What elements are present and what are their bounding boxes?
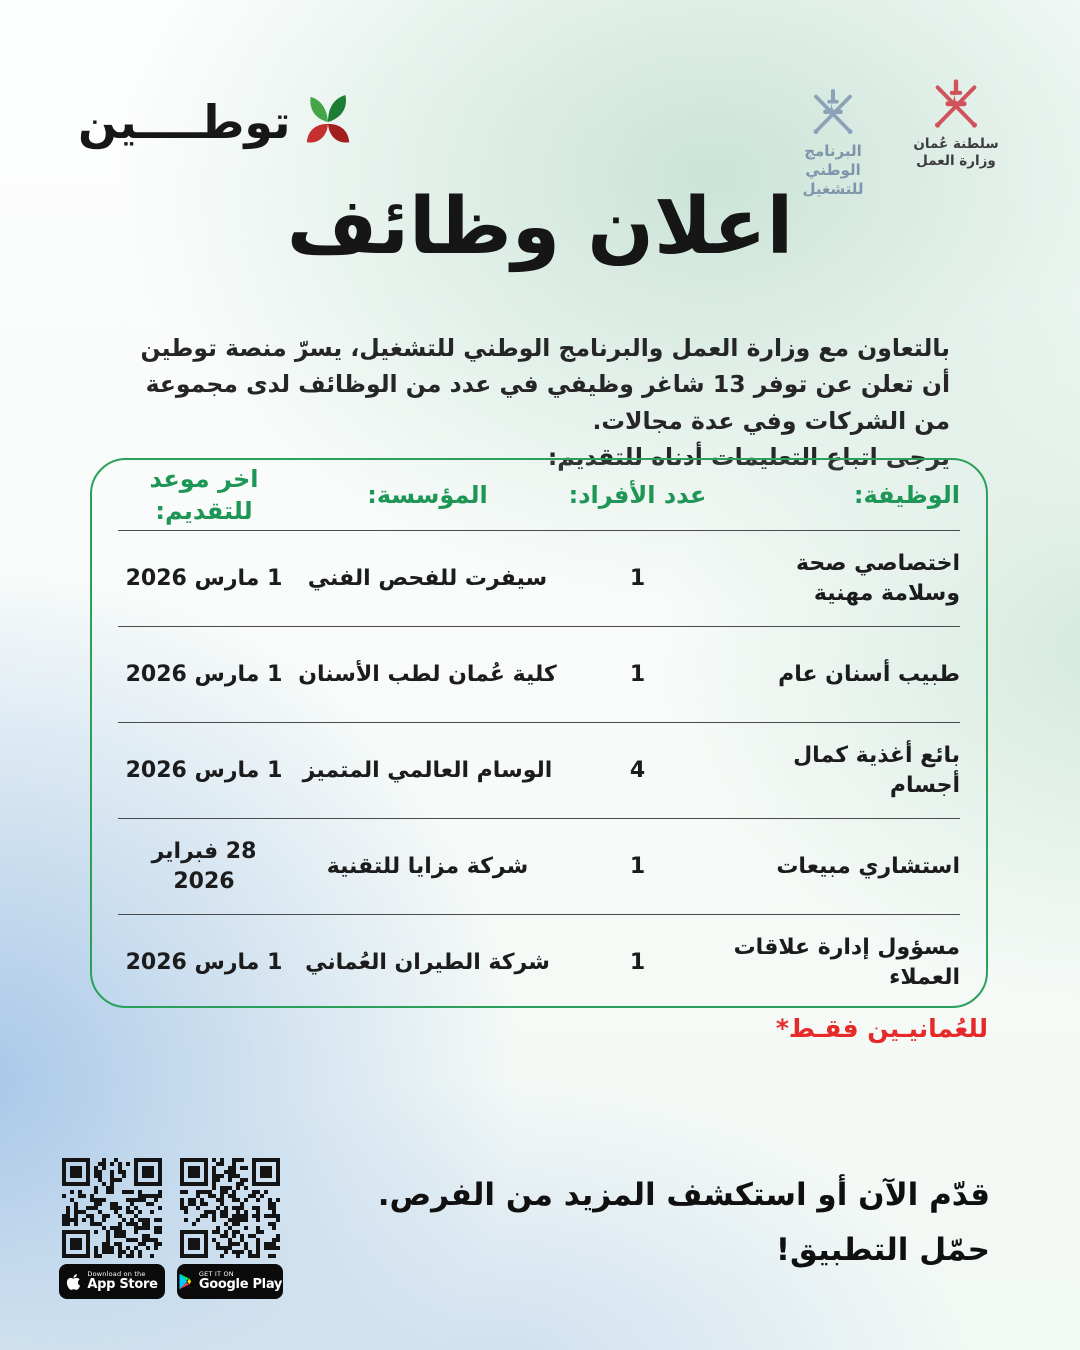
app-store-badge[interactable] (59, 1264, 165, 1299)
intro-instruction: يرجى اتباع التعليمات أدناه للتقديم: (547, 443, 950, 472)
download-section (60, 1158, 282, 1299)
google-play-badge[interactable] (177, 1264, 283, 1299)
job-cell: بائع أغذية كمال أجسام (793, 742, 960, 798)
google-play-name: Google Play (198, 1276, 283, 1292)
omanis-only-note: للعُمانيـين فقـط* (775, 1014, 988, 1043)
org-cell: شركة مزايا للتقنية (326, 853, 529, 879)
job-cell: اختصاصي صحة وسلامة مهنية (796, 550, 960, 606)
google-play-triangle-icon (178, 1273, 193, 1290)
cta-line2: حمّل التطبيق! (775, 1232, 990, 1269)
nep-name-line2: للتشغيل (802, 179, 864, 198)
page-title: اعلان وظائف (286, 182, 794, 272)
google-play-tagline: GET IT ON (198, 1269, 234, 1278)
google-play-column (178, 1158, 282, 1299)
oman-national-emblem-icon (776, 86, 890, 138)
tawteen-wordmark: توطــــين (78, 95, 291, 149)
count-cell: 1 (629, 949, 646, 975)
table-row (118, 722, 960, 818)
org-cell: شركة الطيران العُماني (305, 949, 550, 975)
mol-name-line2: وزارة العمل (916, 152, 996, 169)
app-store-tagline: Download on the (87, 1269, 146, 1278)
org-cell: كلية عُمان لطب الأسنان (298, 661, 557, 687)
intro-text (128, 330, 950, 476)
deadline-cell: 28 فبراير 2026 (151, 838, 257, 894)
job-cell: طبيب أسنان عام (778, 661, 960, 687)
count-cell: 1 (629, 565, 646, 591)
table-header-row (118, 460, 960, 530)
google-play-qr-code (180, 1158, 280, 1258)
job-cell: مسؤول إدارة علاقات العملاء (733, 934, 960, 990)
app-store-name: App Store (87, 1276, 158, 1292)
deadline-cell: 1 مارس 2026 (125, 757, 283, 783)
tawteen-flower-icon (301, 92, 355, 152)
table-row (118, 626, 960, 722)
table-row (118, 914, 960, 1010)
header-job: الوظيفة: (853, 480, 960, 509)
deadline-cell: 1 مارس 2026 (125, 661, 283, 687)
oman-national-emblem-icon (898, 76, 1014, 132)
header-count: عدد الأفراد: (568, 480, 707, 509)
header-deadline: اخر موعد للتقديم: (149, 464, 259, 525)
count-cell: 1 (629, 661, 646, 687)
cta-line1: قدّم الآن أو استكشف المزيد من الفرص. (377, 1177, 990, 1213)
intro-paragraph: بالتعاون مع وزارة العمل والبرنامج الوطني للتشغيل، يسرّ منصة توطين أن تعلن عن توفر 13 شاغر وظيفي في عدد من الوظائف لدى مجموعة من الشركات وفي عدة مجالات. (140, 334, 950, 435)
ministry-of-labour-logo (898, 76, 1014, 170)
app-store-qr-code (62, 1158, 162, 1258)
app-store-column (60, 1158, 164, 1299)
table-row (118, 818, 960, 914)
jobs-table (90, 458, 988, 1008)
header-org: المؤسسة: (367, 480, 488, 509)
org-cell: سيفرت للفحص الفني (307, 565, 548, 591)
call-to-action (378, 1168, 990, 1278)
org-cell: الوسام العالمي المتميز (302, 757, 553, 783)
deadline-cell: 1 مارس 2026 (125, 565, 283, 591)
job-cell: استشاري مبيعات (776, 853, 960, 879)
count-cell: 1 (629, 853, 646, 879)
table-row (118, 530, 960, 626)
tawteen-logo (78, 92, 355, 152)
count-cell: 4 (629, 757, 646, 783)
mol-name-line1: سلطنة عُمان (913, 136, 999, 152)
deadline-cell: 1 مارس 2026 (125, 949, 283, 975)
nep-name-line1: البرنامج الوطني (804, 142, 862, 179)
apple-icon (66, 1273, 81, 1291)
